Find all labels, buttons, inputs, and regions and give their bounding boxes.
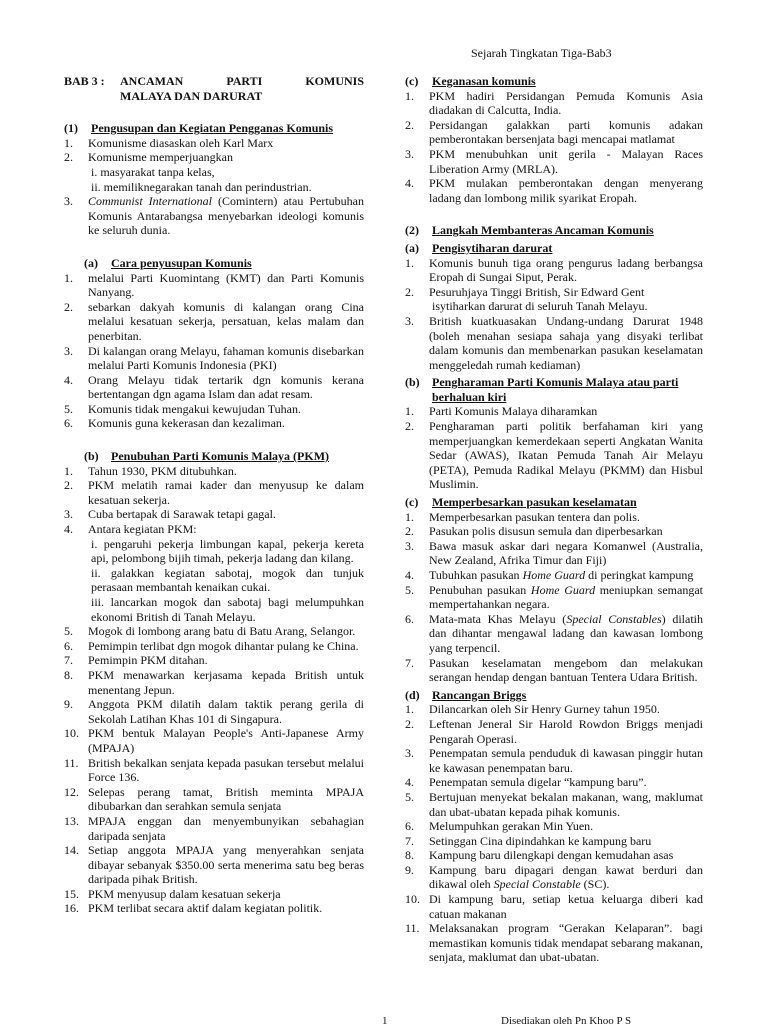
item-text <box>88 756 364 785</box>
item-text <box>429 746 703 775</box>
list-item <box>405 176 703 205</box>
item-text <box>429 834 703 849</box>
item-text <box>88 901 364 916</box>
item-text-body: Komunis bunuh tiga orang pengurus ladang berbangsa Eropah di Sungai Siput, Perak. <box>429 255 703 285</box>
item-number: 2. <box>64 299 73 314</box>
item-number: 1. <box>64 135 73 150</box>
item-emphasis: Special Constable <box>493 877 581 892</box>
item-number: 1. <box>405 255 414 270</box>
item-number: 1. <box>405 702 414 717</box>
item-number: 6. <box>405 611 414 626</box>
item-text <box>429 89 703 118</box>
item-text-body: British bekalkan senjata kepada pasukan tersebut melalui Force 136. <box>88 755 364 785</box>
item-text-body: meniupkan semangat mempertahankan negara. <box>429 582 703 612</box>
list-item <box>405 834 703 849</box>
list-item <box>64 785 364 814</box>
item-text <box>429 921 703 965</box>
item-number: 4. <box>64 372 73 387</box>
item-text-body: British kuatkuasakan Undang-undang Darurat 1948 (boleh menahan sesiapa sahaja yang disyaki terlibat dalam komunis dan membenarkan pasukan keselamatan menggeledah rumah kediaman) <box>429 313 703 372</box>
section-number: (c) <box>405 495 419 510</box>
item-emphasis: Special Constables <box>566 611 662 626</box>
item-text-body: Pesuruhjaya Tinggi British, Sir Edward Gent <box>429 284 645 299</box>
page-number: 1 <box>382 1015 388 1027</box>
item-text <box>88 624 364 639</box>
list-item <box>405 848 703 863</box>
item-number: 6. <box>64 638 73 653</box>
item-text-pre: Penubuhan pasukan <box>429 582 531 597</box>
item-text-body: Pasukan keselamatan mengebom dan melakukan serangan hendap dengan bantuan Tentera Udara British. <box>429 655 703 685</box>
list-item <box>64 416 364 431</box>
list-item <box>405 419 703 492</box>
item-text-pre: Mata-mata Khas Melayu ( <box>429 611 567 626</box>
list-item <box>64 887 364 902</box>
item-number: 3. <box>405 746 414 761</box>
item-text <box>88 887 364 902</box>
item-number: 8. <box>405 848 414 863</box>
list-item <box>64 507 364 522</box>
item-number: 2. <box>64 478 73 493</box>
item-text-body: Antara kegiatan PKM: <box>88 522 197 537</box>
item-text <box>429 314 703 372</box>
sub-item: ii. memiliknegarakan tanah dan perindustrian. <box>91 179 312 194</box>
list-item <box>405 539 703 568</box>
item-text <box>88 814 364 843</box>
item-number: 7. <box>64 653 73 668</box>
footer-credit: Disediakan oleh Pn Khoo P S <box>501 1015 632 1027</box>
item-text-pre: Tubuhkan pasukan <box>429 568 523 582</box>
list-item <box>64 300 364 344</box>
section-heading <box>405 495 703 510</box>
item-text <box>88 522 364 624</box>
item-text-body: PKM melatih ramai kader dan menyusup ke dalam kesatuan sekerja. <box>88 478 364 507</box>
item-text <box>429 819 703 834</box>
item-text-body: Setiap anggota MPAJA yang menyerahkan senjata dibayar sebanyak $350.00 serta menerima satu beg beras daripada pihak British. <box>88 843 364 887</box>
item-number: 9. <box>64 697 73 712</box>
item-text-body: Di kampung baru, setiap ketua keluarga diberi kad catuan makanan <box>429 892 703 921</box>
item-text <box>429 539 703 568</box>
item-number: 3. <box>405 313 414 328</box>
item-text <box>429 775 703 790</box>
item-text-body: Cuba bertapak di Sarawak tetapi gagal. <box>88 507 276 522</box>
section-number: (a) <box>405 240 419 255</box>
item-text <box>88 785 364 814</box>
item-emphasis: Communist International <box>88 194 213 209</box>
section-title: Rancangan Briggs <box>432 687 527 702</box>
section-heading <box>64 256 364 271</box>
list-item <box>405 568 703 583</box>
section-heading <box>405 223 703 238</box>
item-text-body: Pasukan polis disusun semula dan diperbesarkan <box>429 524 663 539</box>
running-head: Sejarah Tingkatan Tiga-Bab3 <box>471 46 612 60</box>
item-text <box>429 583 703 612</box>
item-text-pre: Kampung baru dipagari dengan kawat berduri dan dikawal oleh <box>429 862 703 892</box>
list-item <box>405 656 703 685</box>
item-number: 11. <box>64 755 79 770</box>
list-item <box>405 118 703 147</box>
item-text <box>88 726 364 755</box>
item-number: 5. <box>405 789 414 804</box>
item-text-body: Bertujuan menyekat bekalan makanan, wang, maklumat dan ubat-ubatan kepada pihak komunis. <box>429 789 703 819</box>
item-text-body: MPAJA enggan dan menyembunyikan sebahagian daripada senjata <box>88 813 364 843</box>
sub-item: ii. galakkan kegiatan sabotaj, mogok dan tunjuk perasaan membantah kenaikan cukai. <box>91 565 364 595</box>
item-number: 2. <box>405 117 414 132</box>
item-text <box>88 507 364 522</box>
item-text-body: ) dilatih dan dihantar mengawal ladang dan kawasan lombong yang terpencil. <box>429 611 703 655</box>
item-number: 3. <box>405 146 414 161</box>
section-number: (c) <box>405 74 419 88</box>
item-text-body: Komunisme memperjuangkan <box>88 150 233 165</box>
item-text <box>429 285 703 314</box>
item-text <box>88 373 364 402</box>
item-text-body: Anggota PKM dilatih dalam taktik perang gerila di Sekolah Latihan Khas 101 di Singapura. <box>88 697 364 726</box>
item-number: 8. <box>64 667 73 682</box>
item-number: 1. <box>405 404 414 419</box>
list-item <box>405 863 703 892</box>
item-text-body: Persidangan galakkan parti komunis adakan pemberontakan bersenjata bagi mencapai matlamat <box>429 117 703 147</box>
list-item <box>64 814 364 843</box>
list-item <box>64 344 364 373</box>
item-text-body: PKM terlibat secara aktif dalam kegiatan politik. <box>88 901 323 916</box>
chapter-number: BAB 3 : <box>64 74 105 88</box>
section-title: Langkah Membanteras Ancaman Komunis <box>432 223 654 238</box>
item-text-body: Memperbesarkan pasukan tentera dan polis. <box>429 509 640 524</box>
item-text-body: Komunisme diasaskan oleh Karl Marx <box>88 135 274 150</box>
item-number: 13. <box>64 813 79 828</box>
item-number: 10. <box>405 892 420 907</box>
section-number: (b) <box>405 375 420 390</box>
list-item <box>405 583 703 612</box>
section-heading <box>64 121 364 136</box>
item-text <box>429 176 703 205</box>
list-item <box>405 524 703 539</box>
section-title: Keganasan komunis <box>432 74 536 88</box>
item-text-body: PKM bentuk Malayan People's Anti-Japanese Army (MPAJA) <box>88 726 364 755</box>
item-text <box>88 478 364 507</box>
item-text-body: PKM menawarkan kerjasama kepada British untuk menentang Jepun. <box>88 667 364 697</box>
item-text <box>88 344 364 373</box>
item-number: 15. <box>64 886 79 901</box>
item-number: 16. <box>64 901 79 916</box>
item-number: 5. <box>64 624 73 639</box>
item-text-body: di peringkat kampung <box>585 568 694 582</box>
section-number: (a) <box>84 255 98 270</box>
section-title: Memperbesarkan pasukan keselamatan <box>432 495 637 510</box>
section-heading <box>405 688 703 703</box>
list-item <box>64 478 364 507</box>
item-text <box>429 256 703 285</box>
item-text <box>88 464 364 479</box>
sub-item: i. pengaruhi pekerja limbungan kapal, pekerja kereta api, pelombong bijih timah, pekerja ladang dan kilang. <box>91 536 364 566</box>
list-item <box>64 697 364 726</box>
item-text <box>429 656 703 685</box>
item-number: 5. <box>64 401 73 416</box>
item-emphasis: Home Guard <box>522 568 586 582</box>
item-text <box>88 136 364 151</box>
section-number: (2) <box>405 223 419 238</box>
item-text-body: Melumpuhkan gerakan Min Yuen. <box>429 819 594 834</box>
item-number: 10. <box>64 726 79 741</box>
list-item <box>405 147 703 176</box>
item-number: 2. <box>405 716 414 731</box>
item-text <box>429 419 703 492</box>
list-item <box>64 843 364 887</box>
item-number: 1. <box>64 270 73 285</box>
list-item <box>64 464 364 479</box>
section-title: Pengusupan dan Kegiatan Pengganas Komunis <box>91 121 334 136</box>
list-item <box>64 756 364 785</box>
list-item <box>64 901 364 916</box>
item-text-body: Bawa masuk askar dari negara Komanwel (Australia, New Zealand, Afrika Timur dan Fiji) <box>429 538 703 568</box>
section-heading <box>405 375 703 404</box>
sub-item: i. masyarakat tanpa kelas, <box>91 164 215 179</box>
list-item <box>64 402 364 417</box>
item-number: 9. <box>405 862 414 877</box>
list-item <box>64 522 364 624</box>
item-text-body: (SC). <box>580 877 610 892</box>
item-number: 12. <box>64 784 79 799</box>
item-text-body: sebarkan dakyah komunis di kalangan orang Cina melalui kesatuan sekerja, persatuan, kelas malam dan penerbitan. <box>88 299 364 343</box>
item-text <box>429 404 703 419</box>
list-item <box>64 639 364 654</box>
item-text <box>88 300 364 344</box>
item-text <box>429 510 703 525</box>
item-text-body: Tahun 1930, PKM ditubuhkan. <box>88 463 237 478</box>
list-item <box>64 271 364 300</box>
section-heading <box>405 241 703 256</box>
title-word: PARTI <box>226 74 263 88</box>
item-number: 14. <box>64 843 79 858</box>
list-item <box>64 624 364 639</box>
item-text-body: Penempatan semula penduduk di kawasan pinggir hutan ke kawasan penempatan baru. <box>429 746 703 775</box>
item-text <box>429 717 703 746</box>
section-heading <box>64 449 364 464</box>
item-number: 7. <box>405 833 414 848</box>
sub-item: iii. lancarkan mogok dan sabotaj bagi melumpuhkan ekonomi British di Tanah Melayu. <box>91 595 364 624</box>
list-item <box>405 314 703 372</box>
item-text-body: (Comintern) atau Pertubuhan Komunis Antarabangsa menyebarkan ideologi komunis ke seluruh dunia. <box>88 194 364 238</box>
item-text <box>88 668 364 697</box>
list-item <box>64 653 364 668</box>
list-item <box>405 775 703 790</box>
item-text <box>88 843 364 887</box>
item-text-body: Pemimpin terlibat dgn mogok dihantar pulang ke China. <box>88 638 359 653</box>
item-text <box>88 402 364 417</box>
section-title: Penubuhan Parti Komunis Malaya (PKM) <box>111 449 330 464</box>
item-number: 11. <box>405 921 420 936</box>
item-text <box>429 568 703 583</box>
section-number: (d) <box>405 687 420 702</box>
item-text-body: Leftenan Jeneral Sir Harold Rowdon Briggs menjadi Pengarah Operasi. <box>429 716 703 746</box>
item-text <box>88 653 364 668</box>
left-column <box>64 74 364 916</box>
item-text <box>88 271 364 300</box>
item-number: 2. <box>405 284 414 299</box>
list-item <box>405 510 703 525</box>
item-emphasis: Home Guard <box>530 582 596 597</box>
item-text <box>429 147 703 176</box>
item-number: 7. <box>405 655 414 670</box>
list-item <box>405 256 703 285</box>
item-text-body: PKM menubuhkan unit gerila - Malayan Races Liberation Army (MRLA). <box>429 146 703 176</box>
item-number: 4. <box>64 522 73 537</box>
item-number: 1. <box>64 463 73 478</box>
item-text-body: Kampung baru dilengkapi dengan kemudahan asas <box>429 848 674 863</box>
right-column <box>405 74 703 965</box>
item-text-body: PKM hadiri Persidangan Pemuda Komunis Asia diadakan di Calcutta, India. <box>429 88 703 118</box>
item-number: 1. <box>405 88 414 103</box>
item-number: 4. <box>405 775 414 790</box>
item-number: 3. <box>64 507 73 522</box>
item-text <box>88 697 364 726</box>
section-number: (b) <box>84 449 99 464</box>
item-text <box>88 416 364 431</box>
item-text-body: Penempatan semula digelar “kampung baru”. <box>429 775 647 790</box>
list-item <box>405 404 703 419</box>
item-text-body: Selepas perang tamat, British meminta MPAJA dibubarkan dan serahkan semula senjata <box>88 784 364 814</box>
item-text <box>429 863 703 892</box>
list-item <box>405 892 703 921</box>
item-text-body: melalui Parti Kuomintang (KMT) dan Parti Komunis Nanyang. <box>88 270 364 300</box>
chapter-title <box>64 74 364 103</box>
sub-item: isytiharkan darurat di seluruh Tanah Melayu. <box>432 299 648 314</box>
item-text <box>429 848 703 863</box>
section-number: (1) <box>64 121 78 136</box>
item-text <box>429 790 703 819</box>
item-number: 4. <box>405 176 414 191</box>
item-number: 6. <box>405 819 414 834</box>
item-text <box>429 702 703 717</box>
item-text-body: PKM menyusup dalam kesatuan sekerja <box>88 886 281 901</box>
item-text <box>429 118 703 147</box>
list-item <box>405 612 703 656</box>
item-number: 2. <box>405 419 414 434</box>
item-number: 5. <box>405 582 414 597</box>
item-text <box>88 639 364 654</box>
list-item <box>405 285 703 314</box>
list-item <box>64 668 364 697</box>
list-item <box>64 726 364 755</box>
item-text-body: PKM mulakan pemberontakan dengan menyerang ladang dan lombong milik syarikat Eropah. <box>429 176 703 205</box>
item-text <box>88 194 364 238</box>
list-item <box>405 89 703 118</box>
list-item <box>405 717 703 746</box>
item-number: 3. <box>64 194 73 209</box>
section-heading <box>405 74 703 89</box>
item-text-body: Komunis tidak mengakui kewujudan Tuhan. <box>88 401 301 416</box>
title-word: ANCAMAN <box>120 74 184 88</box>
item-text-body: Parti Komunis Malaya diharamkan <box>429 404 598 419</box>
section-title: Cara penyusupan Komunis <box>111 255 252 270</box>
item-text <box>88 150 364 194</box>
list-item <box>405 702 703 717</box>
section-title: Pengharaman Parti Komunis Malaya atau parti berhaluan kiri <box>432 375 679 404</box>
list-item <box>405 819 703 834</box>
item-text-body: Melaksanakan program “Gerakan Kelaparan”. bagi memastikan komunis tidak mendapat sebarang makanan, senjata, maklumat dan ubat-ubatan. <box>429 921 703 965</box>
item-text-body: Di kalangan orang Melayu, fahaman komunis disebarkan melalui Parti Komunis Indonesia (PKI) <box>88 343 364 373</box>
item-number: 2. <box>405 524 414 539</box>
item-number: 4. <box>405 568 414 582</box>
item-number: 3. <box>405 538 414 553</box>
list-item <box>64 194 364 238</box>
item-text <box>429 524 703 539</box>
item-text-body: Mogok di lombong arang batu di Batu Arang, Selangor. <box>88 624 356 639</box>
list-item <box>64 373 364 402</box>
list-item <box>405 790 703 819</box>
list-item <box>405 746 703 775</box>
item-text <box>429 892 703 921</box>
item-text-body: Dilancarkan oleh Sir Henry Gurney tahun 1950. <box>429 702 660 717</box>
list-item <box>64 136 364 151</box>
item-number: 2. <box>64 150 73 165</box>
section-title: Pengisytiharan darurat <box>432 240 553 255</box>
title-word: KOMUNIS <box>305 74 364 88</box>
item-text-body: Pengharaman parti politik berfahaman kiri yang memperjuangkan kemerdekaan seperti Angkatan Wanita Sedar (AWAS), Ikatan Pemuda Tanah Air Melayu (PETA), Pemuda Radikal Melayu (PKMM) dan Hisbul Muslimin. <box>429 419 703 492</box>
item-number: 6. <box>64 416 73 431</box>
item-text-body: Setinggan Cina dipindahkan ke kampung baru <box>429 833 652 848</box>
item-text <box>429 612 703 656</box>
item-text-body: Orang Melayu tidak tertarik dgn komunis kerana bertentangan dgn agama Islam dan adat resam. <box>88 372 364 402</box>
title-line-2: MALAYA DAN DARURAT <box>120 88 263 103</box>
list-item <box>405 921 703 965</box>
list-item <box>64 150 364 194</box>
item-number: 3. <box>64 343 73 358</box>
item-number: 1. <box>405 509 414 524</box>
item-text-body: Pemimpin PKM ditahan. <box>88 653 208 668</box>
item-text-body: Komunis guna kekerasan dan kezaliman. <box>88 416 285 431</box>
